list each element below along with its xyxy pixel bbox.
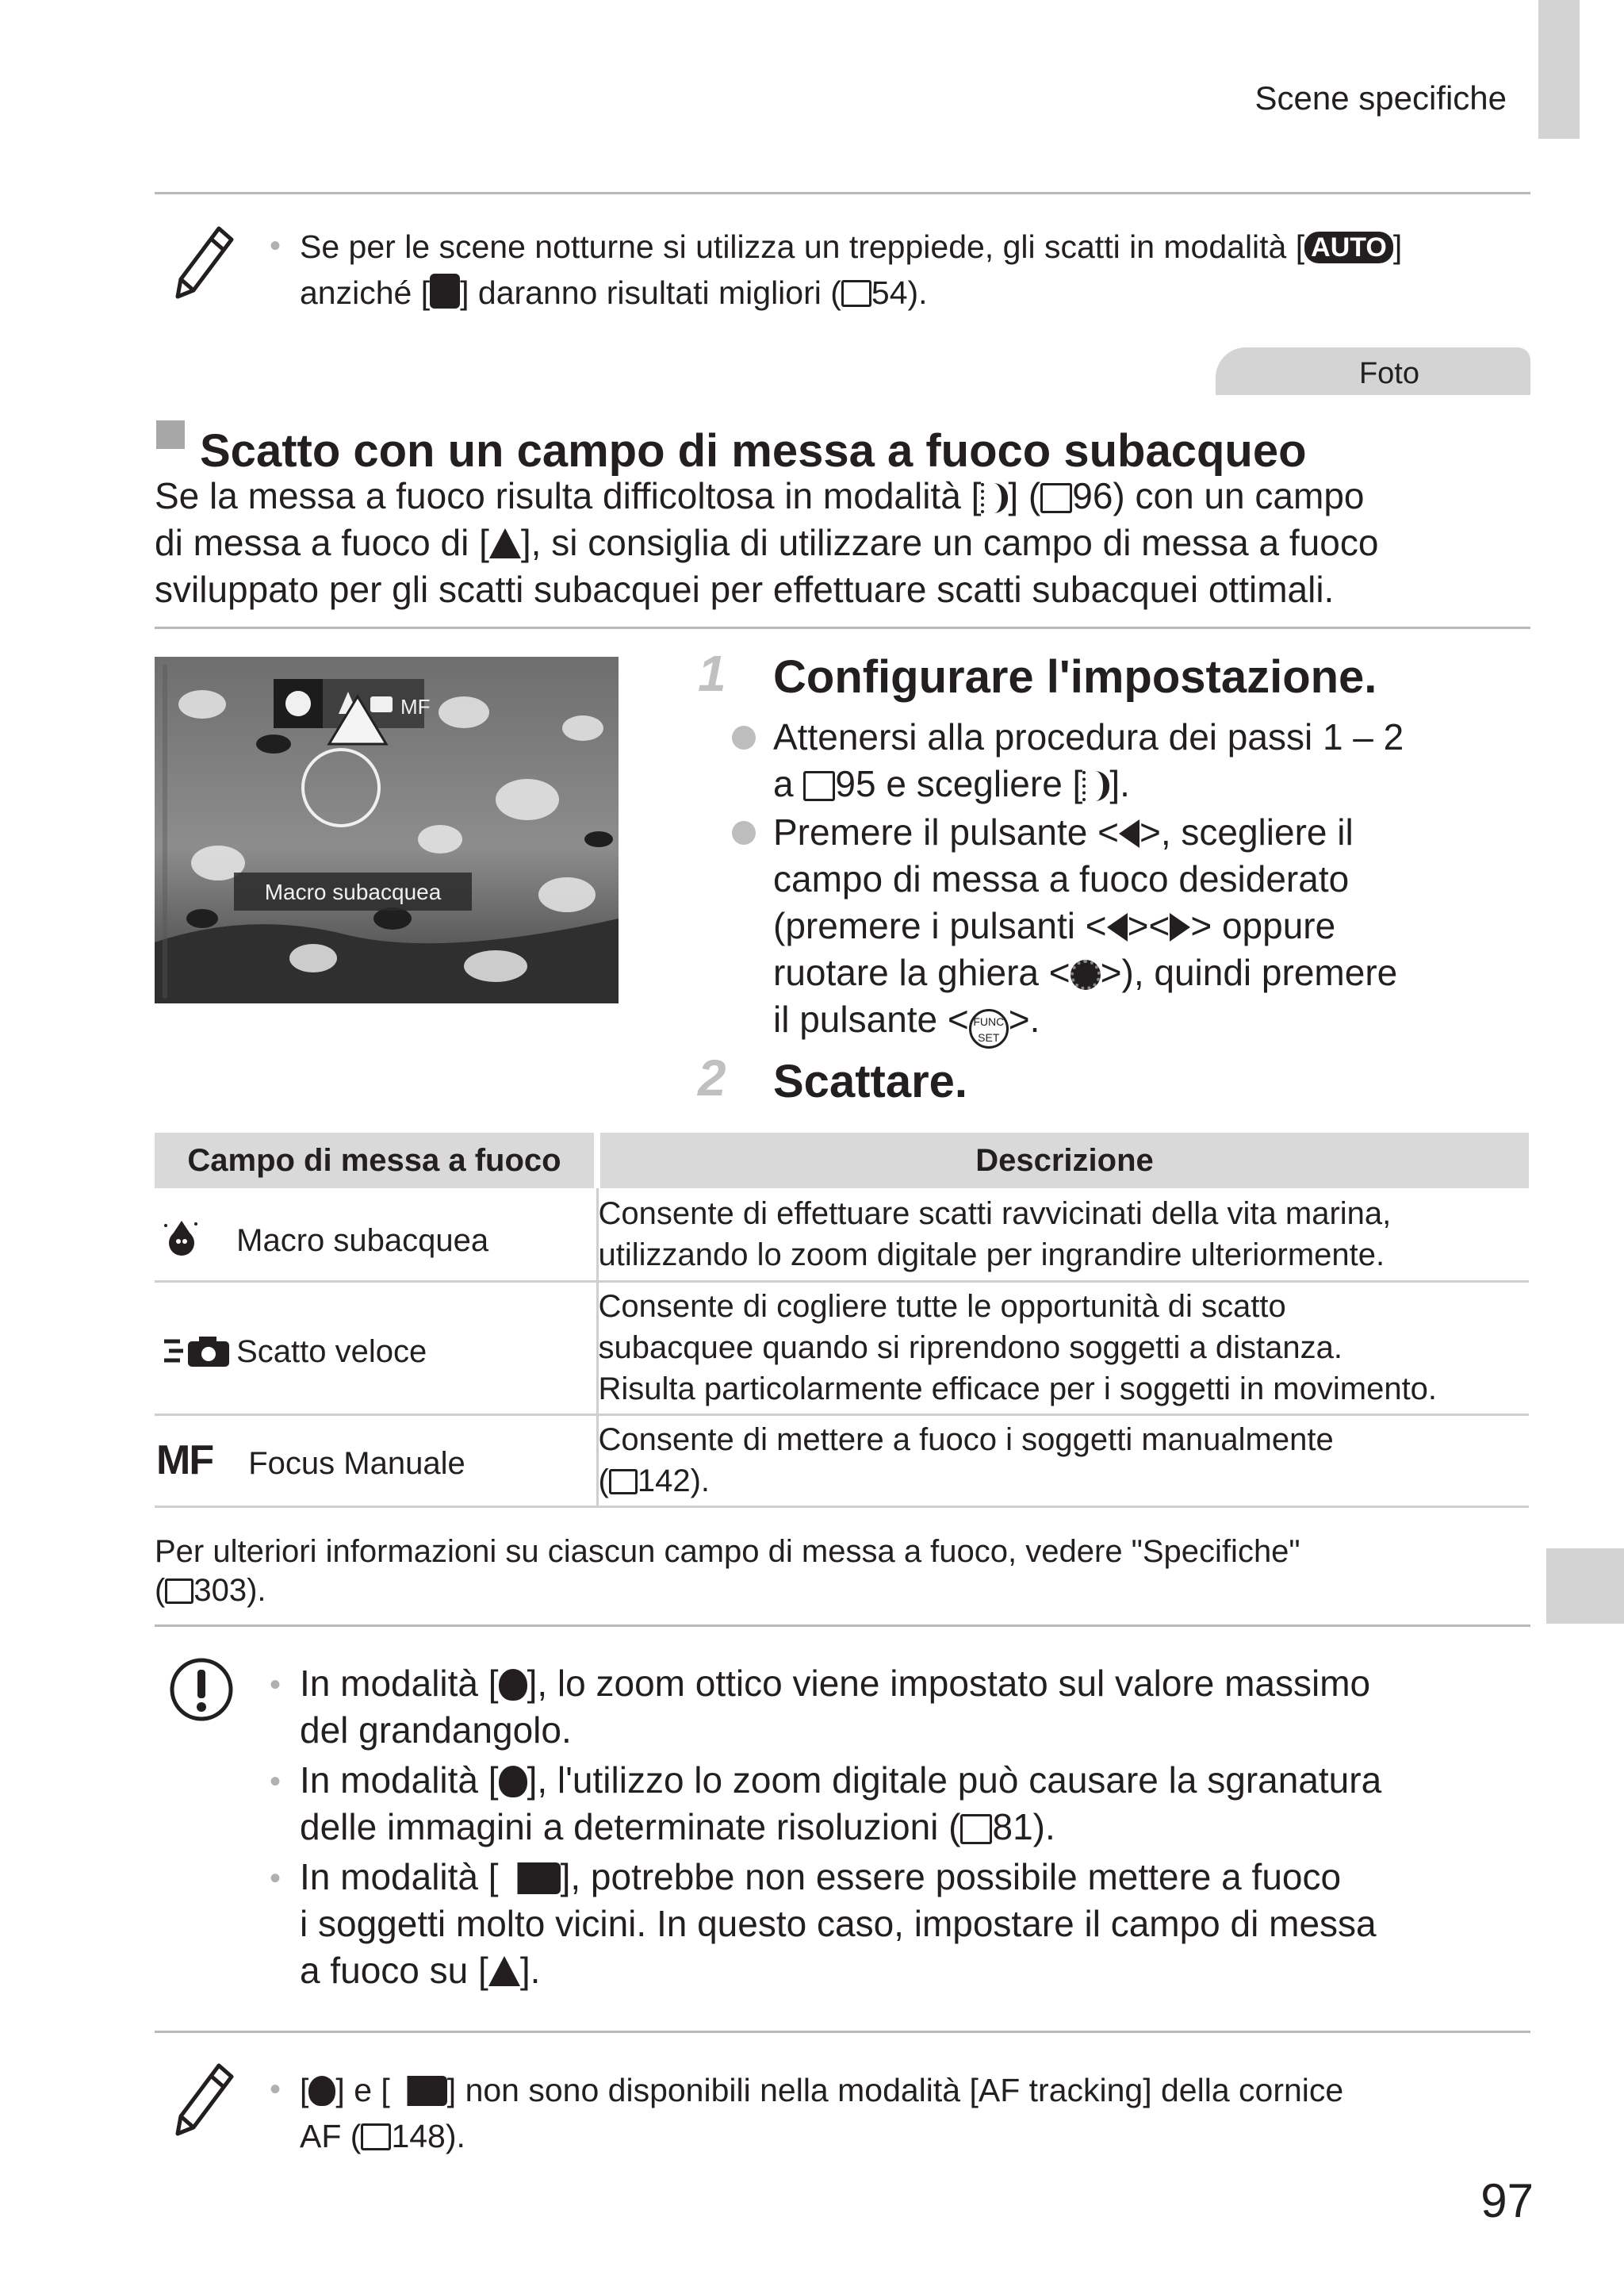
footnote-rule [155, 1624, 1530, 1627]
book-ref-icon [1040, 483, 1072, 513]
section-marker [156, 420, 185, 449]
note-top-line2: anziché [ ] daranno risultati migliori ( 54). [300, 274, 928, 311]
book-ref-icon [609, 1469, 638, 1494]
focus-range-table [155, 1133, 1529, 1508]
warning-1: In modalità [ ], lo zoom ottico viene impostato sul valore massimo del grandangolo. [300, 1660, 1537, 1754]
step-2-number: 2 [698, 1049, 726, 1107]
step-1-bullet-1-line2: a 95 e scegliere [ ]. [773, 763, 1130, 804]
chapter-tab-side [1546, 1548, 1624, 1624]
step-1-title: Configurare l'impostazione. [773, 651, 1377, 703]
note-bottom-line1: [ ] e [ ] non sono disponibili nella modalità [AF tracking] della cornice [300, 2072, 1344, 2108]
intro-rule [155, 627, 1530, 629]
chapter-tab-top [1538, 0, 1580, 139]
focus-range-name: Scatto veloce [236, 1334, 427, 1369]
manual-focus-icon: MF [156, 1437, 213, 1483]
header-rule [155, 192, 1530, 194]
table-header-row [155, 1133, 1529, 1188]
book-ref-icon [803, 771, 835, 801]
warning-3: In modalità [ ], potrebbe non essere possibile mettere a fuoco i soggetti molto vicini. In questo caso, impostare il campo di messa a fuoco su [ ]. [300, 1854, 1537, 1994]
warning-bullet: • [270, 1861, 282, 1896]
step-1-bullet-2-line5: il pulsante < FUNC SET >. [773, 996, 1487, 1049]
book-ref-icon [960, 1814, 992, 1844]
quick-shot-icon [499, 1862, 561, 1894]
right-arrow-icon [1170, 913, 1190, 942]
book-ref-icon [165, 1578, 193, 1604]
step-1-bullet-2-line3: (premere i pulsanti < >< > oppure [773, 905, 1336, 946]
warning-3-line1: In modalità [ ], potrebbe non essere possibile mettere a fuoco [300, 1856, 1342, 1897]
step-1-bullet-2-line1: Premere il pulsante < >, scegliere il [773, 811, 1354, 853]
warning-bullet: • [270, 1764, 282, 1799]
note-bullet: • [270, 228, 282, 263]
step-bullet [732, 726, 756, 750]
underwater-mode-icon [1082, 771, 1109, 801]
step-1-bullet-2: Premere il pulsante < >, scegliere il campo di messa a fuoco desiderato (premere i pulsanti < >< > oppure ruotare la ghiera < >), quindi premere il pulsante < FUNC SET >. [773, 809, 1487, 1049]
pencil-note-icon [173, 2061, 235, 2136]
caution-icon [168, 1656, 235, 1723]
step-bullet [732, 821, 756, 845]
warning-2-line1: In modalità [ ], l'utilizzo lo zoom digitale può causare la sgranatura [300, 1759, 1382, 1801]
table-row [155, 1188, 1529, 1281]
step-1-number: 1 [698, 645, 726, 702]
pencil-note-icon [173, 224, 235, 299]
note-top-line1: Se per le scene notturne si utilizza un treppiede, gli scatti in modalità [ AUTO ] [300, 228, 1403, 265]
table-row [155, 1414, 1529, 1506]
focus-range-description: Consente di cogliere tutte le opportunità di scatto subacquee quando si riprendono soggetti a distanza. Risulta particolarmente efficace per i soggetti in movimento. [597, 1281, 1529, 1414]
step-1-bullet-2-line4: ruotare la ghiera < >), quindi premere [773, 952, 1398, 993]
camera-screen-photo [155, 657, 619, 1003]
section-title: Scatto con un campo di messa a fuoco subacqueo [200, 425, 1307, 477]
menu-item-mf: MF [400, 695, 431, 719]
table-row [155, 1281, 1529, 1414]
footnote-line2: ( 303). [155, 1573, 266, 1608]
focus-range-cell [155, 1188, 597, 1281]
underwater-macro-icon [308, 2076, 335, 2106]
note-bottom-line2: AF ( 148). [300, 2118, 465, 2154]
left-arrow-icon [1107, 913, 1128, 942]
intro-line3: sviluppato per gli scatti subacquei per effettuare scatti subacquei ottimali. [155, 569, 1335, 610]
warning-2 [300, 1757, 1537, 1851]
section-intro [155, 473, 1534, 613]
underwater-mode-icon [981, 483, 1008, 513]
quick-shot-icon [161, 1333, 232, 1370]
section-header: Scene specifiche [1254, 79, 1507, 117]
func-set-button-icon: FUNC SET [969, 1009, 1009, 1049]
infinity-focus-icon [489, 528, 521, 558]
underwater-macro-icon [499, 1669, 527, 1701]
quick-shot-icon [390, 2076, 447, 2106]
book-ref-icon [841, 280, 871, 307]
warning-rule [155, 2031, 1530, 2033]
underwater-macro-icon [161, 1218, 202, 1259]
book-ref-icon [361, 2123, 391, 2150]
night-scene-icon [430, 274, 460, 309]
warning-bullet: • [270, 1667, 282, 1702]
page-number: 97 [1480, 2174, 1534, 2227]
focus-range-name: Focus Manuale [248, 1446, 465, 1481]
specifications-footnote: Per ulteriori informazioni su ciascun campo di messa a fuoco, vedere "Specifiche" ( 303). [155, 1532, 1534, 1610]
step-2-title: Scattare. [773, 1056, 968, 1107]
intro-line1: Se la messa a fuoco risulta difficoltosa in modalità [ ] ( 96) con un campo [155, 475, 1365, 516]
control-dial-icon [1071, 960, 1101, 990]
table-header-focus-range: Campo di messa a fuoco [155, 1133, 597, 1188]
note-bullet: • [270, 2072, 282, 2107]
intro-line2: di messa a fuoco di [ ], si consiglia di utilizzare un campo di messa a fuoco [155, 522, 1379, 563]
photo-mode-tag: Foto [1216, 347, 1530, 395]
focus-range-cell [155, 1414, 597, 1506]
warning-1-line1: In modalità [ ], lo zoom ottico viene impostato sul valore massimo [300, 1663, 1371, 1704]
infinity-focus-icon [488, 1956, 520, 1986]
photo-caption: Macro subacquea [264, 880, 442, 904]
step-1-bullet-1: Attenersi alla procedura dei passi 1 – 2 a 95 e scegliere [ ]. [773, 714, 1487, 807]
auto-mode-icon: AUTO [1304, 232, 1393, 263]
focus-range-description: Consente di mettere a fuoco i soggetti manualmente ( 142). [597, 1414, 1529, 1506]
focus-range-cell [155, 1281, 597, 1414]
note-bottom-text [300, 2067, 1537, 2159]
focus-range-description-line2: ( 142). [598, 1463, 710, 1498]
warning-3-line3: a fuoco su [ ]. [300, 1950, 541, 1991]
left-arrow-icon [1119, 819, 1139, 848]
focus-range-description: Consente di effettuare scatti ravvicinati della vita marina, utilizzando lo zoom digitale per ingrandire ulteriormente. [597, 1188, 1529, 1281]
warning-2-line2: delle immagini a determinate risoluzioni ( 81). [300, 1806, 1055, 1847]
table-header-description: Descrizione [597, 1133, 1529, 1188]
underwater-scene-image [155, 657, 619, 1003]
note-top-text [300, 224, 1537, 316]
underwater-macro-icon [499, 1766, 527, 1797]
focus-range-name: Macro subacquea [236, 1222, 489, 1258]
